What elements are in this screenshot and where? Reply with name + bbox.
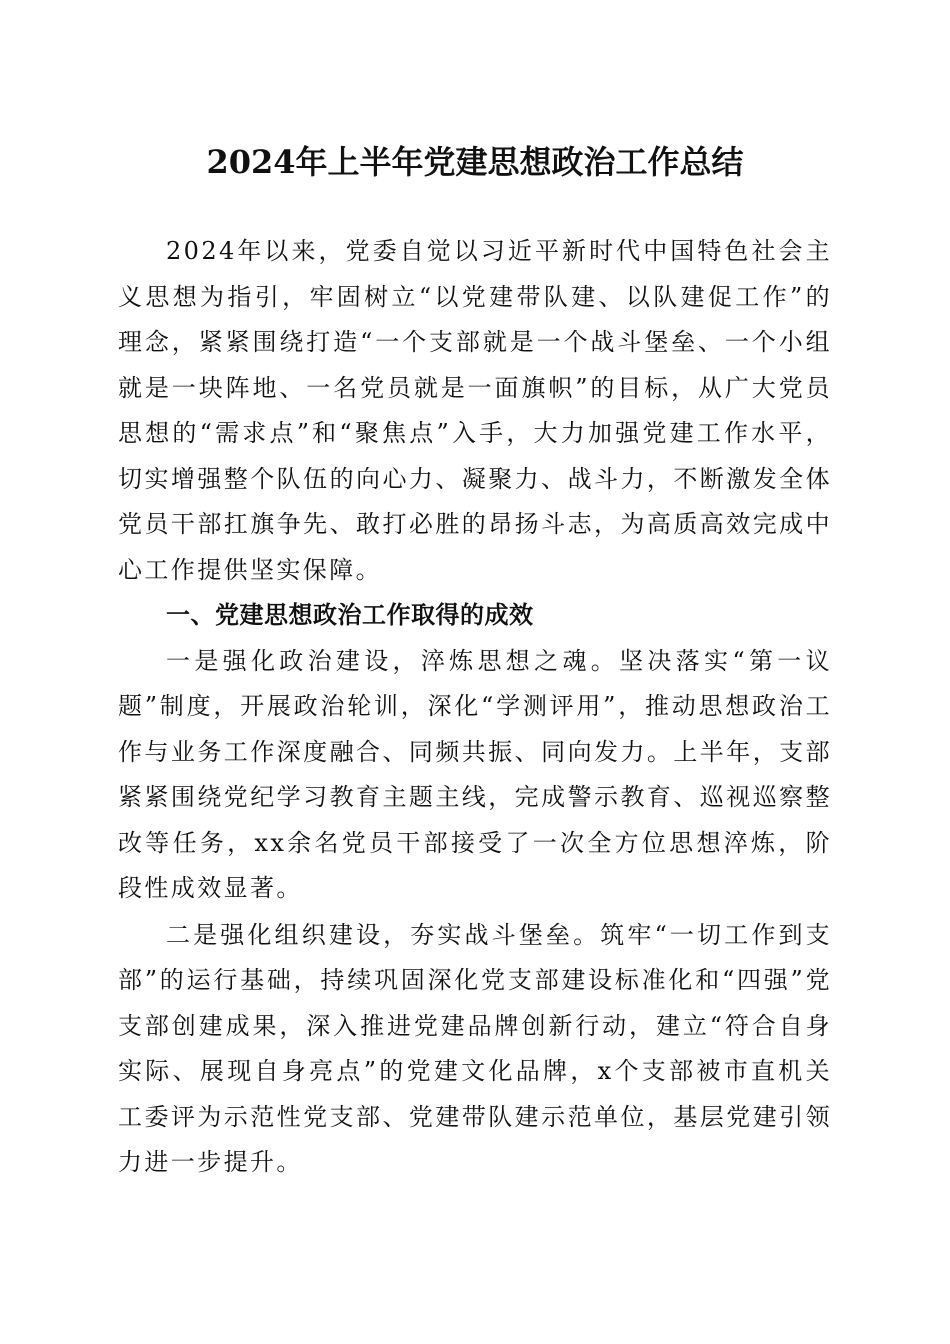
- point-body-1: 坚决落实“第一议题”制度，开展政治轮训，深化“学测评用”，推动思想政治工作与业务工作深度融合、同频共振、同向发力。上半年，支部紧紧围绕党纪学习教育主题主线，完成警示教育、巡视巡察整改等任务，xx余名党员干部接受了一次全方位思想淬炼，阶段性成效显著。: [118, 646, 832, 902]
- section-heading: 一、党建思想政治工作取得的成效: [166, 601, 534, 629]
- document-body: [118, 229, 832, 1186]
- point-lead-1: 一是强化政治建设，淬炼思想之魂。: [166, 646, 620, 675]
- point-paragraph-1: [118, 639, 832, 912]
- document-title: 2024年上半年党建思想政治工作总结: [206, 143, 744, 181]
- point-lead-2: 二是强化组织建设，夯实战斗堡垒。: [166, 920, 601, 949]
- point-paragraph-2: [118, 913, 832, 1186]
- intro-paragraph: 2024年以来，党委自觉以习近平新时代中国特色社会主义思想为指引，牢固树立“以党建带队建、以队建促工作”的理念，紧紧围绕打造“一个支部就是一个战斗堡垒、一个小组就是一块阵地、一名党员就是一面旗帜”的目标，从广大党员思想的“需求点”和“聚焦点”入手，大力加强党建工作水平，切实增强整个队伍的向心力、凝聚力、战斗力，不断激发全体党员干部扛旗争先、敢打必胜的昂扬斗志，为高质高效完成中心工作提供坚实保障。: [118, 237, 832, 584]
- point-body-2: 筑牢“一切工作到支部”的运行基础，持续巩固深化党支部建设标准化和“四强”党支部创建成果，深入推进党建品牌创新行动，建立“符合自身实际、展现自身亮点”的党建文化品牌，x个支部被市直机关工委评为示范性党支部、党建带队建示范单位，基层党建引领力进一步提升。: [118, 920, 832, 1176]
